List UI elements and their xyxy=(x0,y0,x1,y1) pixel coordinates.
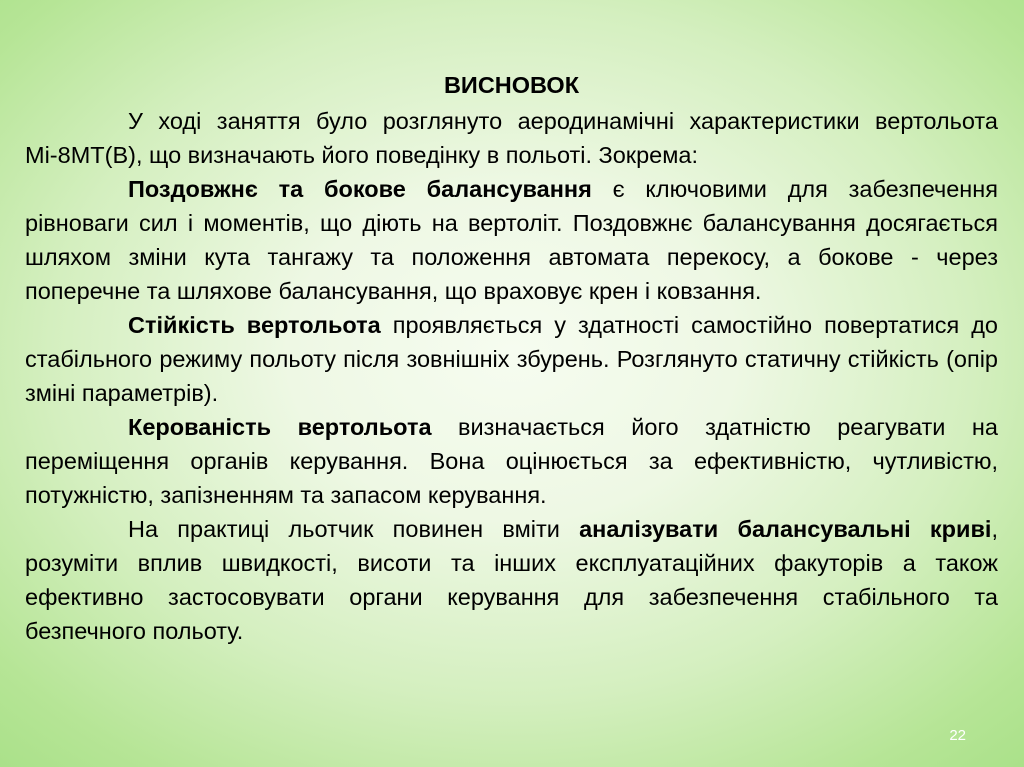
controllability-term: Керованість вертольота xyxy=(128,414,432,440)
paragraph-intro xyxy=(25,104,998,172)
slide-content xyxy=(25,68,998,648)
paragraph-balancing xyxy=(25,172,998,308)
balancing-text: є ключовими для забезпечення рівноваги сил і моментів, що діють на вертоліт. Поздовжнє балансування досягається шляхом зміни кута тангажу та положення автомата перекосу, а бокове - через поперечне та шляхове балансування, що враховує крен і ковзання. xyxy=(25,176,998,304)
paragraph-practice xyxy=(25,512,998,648)
paragraph-controllability xyxy=(25,410,998,512)
stability-term: Стійкість вертольота xyxy=(128,312,381,338)
practice-text-post: , розуміти вплив швидкості, висоти та інших експлуатаційних факуторів а також ефективно застосовувати органи керування для забезпечення стабільного та безпечного польоту. xyxy=(25,516,998,644)
paragraph-intro-text: У ході заняття було розглянуто аеродинамічні характеристики вертольота Мі-8МТ(В), що визначають його поведінку в польоті. Зокрема: xyxy=(25,108,998,168)
practice-term: аналізувати балансувальні криві xyxy=(579,516,992,542)
page-number: 22 xyxy=(949,727,966,744)
practice-text-pre: На практиці льотчик повинен вміти xyxy=(128,516,580,542)
paragraph-stability xyxy=(25,308,998,410)
slide-heading: ВИСНОВОК xyxy=(443,72,580,98)
balancing-term: Поздовжнє та бокове балансування xyxy=(128,176,592,202)
stability-text: проявляється у здатності самостійно повертатися до стабільного режиму польоту після зовнішніх збурень. Розглянуто статичну стійкість (опір зміні параметрів). xyxy=(25,312,998,406)
controllability-text: визначається його здатністю реагувати на переміщення органів керування. Вона оцінюється за ефективністю, чутливістю, потужністю, запізненням та запасом керування. xyxy=(25,414,998,508)
